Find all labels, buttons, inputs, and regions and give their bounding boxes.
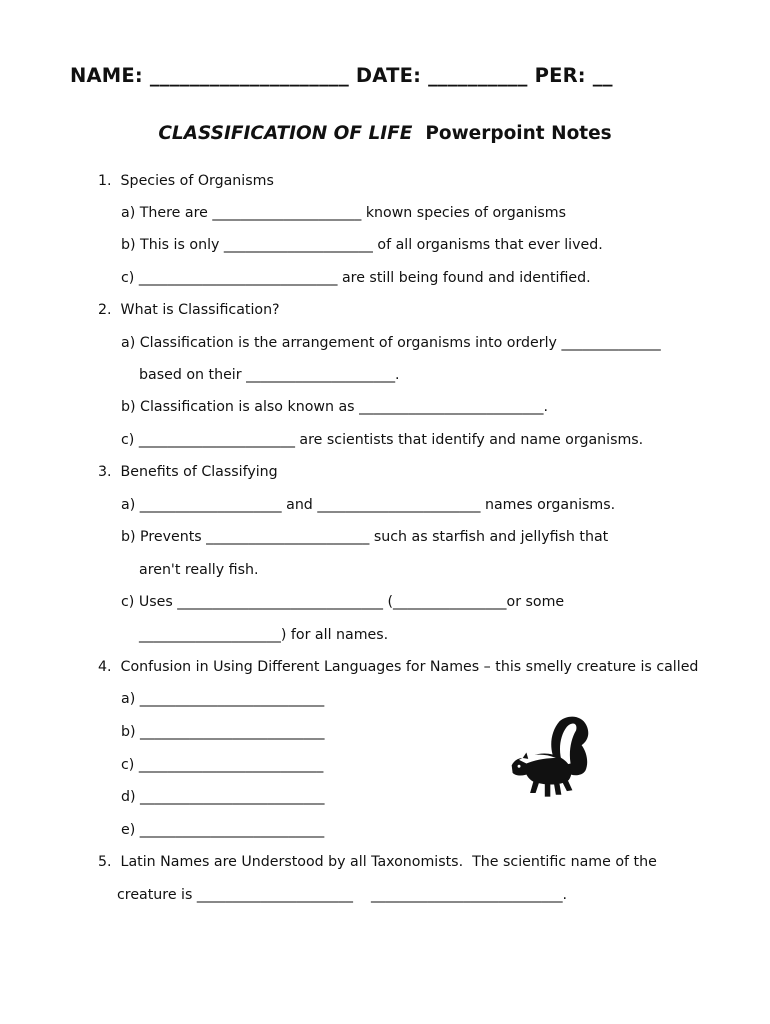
item-4b: b) __________________________ <box>121 724 325 740</box>
item-3b: b) Prevents _______________________ such as starfish and jellyfish that <box>121 529 609 545</box>
skunk-icon <box>508 712 600 804</box>
item-2b: b) Classification is also known as __________________________. <box>121 399 549 415</box>
section-5-heading: 5. Latin Names are Understood by all Taxonomists. The scientific name of the <box>98 854 657 870</box>
item-4d: d) __________________________ <box>121 789 325 805</box>
item-1b: b) This is only _____________________ of all organisms that ever lived. <box>121 237 603 253</box>
item-1c: c) ____________________________ are still being found and identified. <box>121 270 591 286</box>
item-4c: c) __________________________ <box>121 757 324 773</box>
item-3c: c) Uses _____________________________ (________________or some <box>121 594 565 610</box>
name-date-period-header: NAME: ____________________ DATE: __________ PER: __ <box>70 64 613 87</box>
item-2a: a) Classification is the arrangement of organisms into orderly ______________ <box>121 335 661 351</box>
item-2a-continued: based on their _____________________. <box>139 367 400 383</box>
section-2-heading: 2. What is Classification? <box>98 302 280 318</box>
item-3b-continued: aren't really fish. <box>139 562 259 578</box>
section-1-heading: 1. Species of Organisms <box>98 173 274 189</box>
item-4a: a) __________________________ <box>121 691 325 707</box>
item-5-continued: creature is ______________________ ___________________________. <box>117 887 568 903</box>
item-1a: a) There are _____________________ known species of organisms <box>121 205 566 221</box>
title-sub: Powerpoint Notes <box>425 123 612 144</box>
page-title <box>0 121 770 147</box>
title-main: CLASSIFICATION OF LIFE <box>158 123 413 144</box>
item-4e: e) __________________________ <box>121 822 325 838</box>
section-3-heading: 3. Benefits of Classifying <box>98 464 278 480</box>
item-3c-continued: ____________________) for all names. <box>139 627 389 643</box>
item-3a: a) ____________________ and _______________________ names organisms. <box>121 497 616 513</box>
section-4-heading: 4. Confusion in Using Different Languages for Names – this smelly creature is called <box>98 659 699 675</box>
item-2c: c) ______________________ are scientists that identify and name organisms. <box>121 432 644 448</box>
